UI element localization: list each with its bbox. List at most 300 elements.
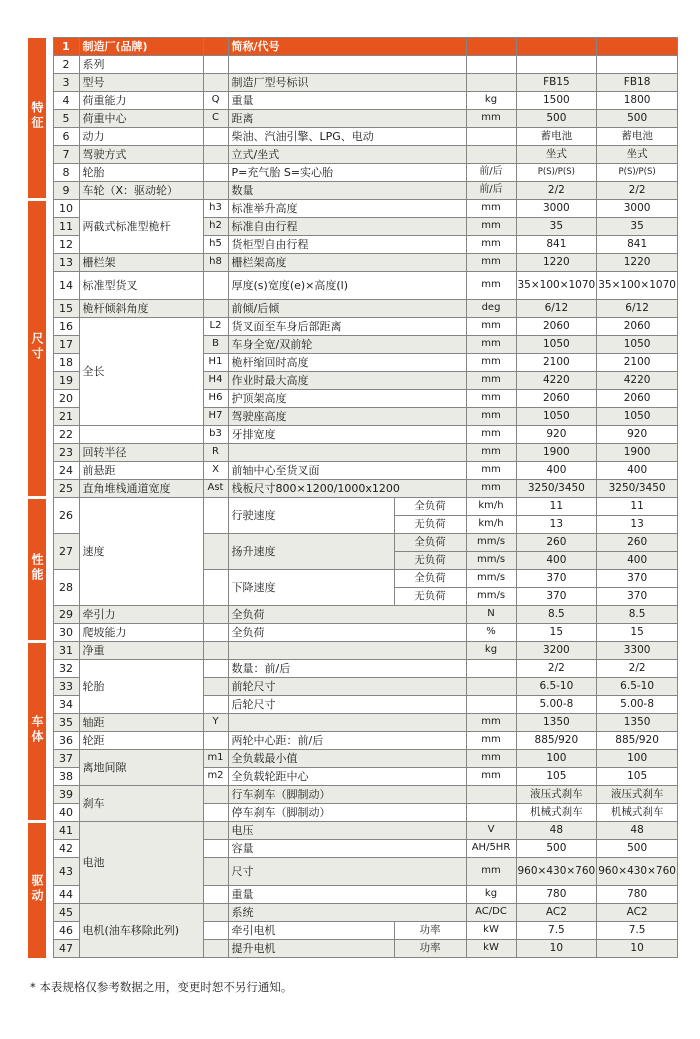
description-cell: 制造厂型号标识 <box>228 74 466 92</box>
row-number-cell: 20 <box>53 390 79 408</box>
description-cell: 前轮尺寸 <box>228 678 466 696</box>
description-cell: 前轴中心至货叉面 <box>228 462 466 480</box>
item-name-cell: 直角堆栈通道宽度 <box>79 480 203 498</box>
value-fb15-cell <box>516 38 597 56</box>
footnote: * 本表规格仅参考数据之用，变更时恕不另行通知。 <box>30 980 293 994</box>
symbol-cell <box>203 624 228 642</box>
value-fb18-cell <box>597 38 678 56</box>
value-fb15-cell <box>516 56 597 74</box>
value-fb15-cell: 2060 <box>516 390 597 408</box>
description-cell: 标准举升高度 <box>228 200 466 218</box>
value-fb18-cell: 780 <box>597 886 678 904</box>
unit-cell: mm <box>466 732 516 750</box>
value-fb18-cell: 6/12 <box>597 300 678 318</box>
row-number-cell: 38 <box>53 768 79 786</box>
row-number-cell: 15 <box>53 300 79 318</box>
symbol-cell: Y <box>203 714 228 732</box>
unit-cell: kW <box>466 940 516 958</box>
value-fb15-cell: 370 <box>516 570 597 588</box>
row-number-cell: 1 <box>53 38 79 56</box>
condition-cell: 全负荷 <box>394 498 466 516</box>
value-fb15-cell: 15 <box>516 624 597 642</box>
row-number-cell: 28 <box>53 570 79 606</box>
item-name-cell: 电池 <box>79 822 203 904</box>
symbol-cell <box>203 272 228 300</box>
row-number-cell: 46 <box>53 922 79 940</box>
unit-cell: mm <box>466 218 516 236</box>
item-name-cell: 刹车 <box>79 786 203 822</box>
value-fb15-cell: 机械式刹车 <box>516 804 597 822</box>
value-fb15-cell: 11 <box>516 498 597 516</box>
row-number-cell: 42 <box>53 840 79 858</box>
symbol-cell <box>203 128 228 146</box>
value-fb15-cell: 400 <box>516 462 597 480</box>
description-cell <box>228 642 466 660</box>
value-fb18-cell: 400 <box>597 552 678 570</box>
value-fb15-cell: 液压式刹车 <box>516 786 597 804</box>
description-cell <box>228 444 466 462</box>
symbol-cell <box>203 678 228 696</box>
symbol-cell: R <box>203 444 228 462</box>
description-cell <box>228 56 466 74</box>
value-fb18-cell: P(S)/P(S) <box>597 164 678 182</box>
group-label <box>28 498 46 642</box>
description-cell: 全负载最小值 <box>228 750 466 768</box>
unit-cell: % <box>466 624 516 642</box>
unit-cell: mm <box>466 462 516 480</box>
symbol-cell: X <box>203 462 228 480</box>
symbol-cell: h8 <box>203 254 228 272</box>
row-number-cell: 14 <box>53 272 79 300</box>
description-cell: 系统 <box>228 904 466 922</box>
value-fb15-cell: AC2 <box>516 904 597 922</box>
description-cell: 货柜型自由行程 <box>228 236 466 254</box>
unit-cell: mm/s <box>466 570 516 588</box>
group-label-text: 特征 <box>30 101 44 132</box>
row-number-cell: 44 <box>53 886 79 904</box>
value-fb15-cell: 885/920 <box>516 732 597 750</box>
row-number-cell: 18 <box>53 354 79 372</box>
item-name-cell: 轮距 <box>79 732 203 750</box>
value-fb15-cell: 5.00-8 <box>516 696 597 714</box>
row-number-cell: 35 <box>53 714 79 732</box>
row-number-cell: 32 <box>53 660 79 678</box>
group-label-text: 驱动 <box>30 873 44 904</box>
value-fb15-cell: 2060 <box>516 318 597 336</box>
item-name-cell: 轮胎 <box>79 164 203 182</box>
description-cell: 作业时最大高度 <box>228 372 466 390</box>
description-cell: 停车刹车（脚制动） <box>228 804 466 822</box>
symbol-cell <box>203 498 228 534</box>
row-number-cell: 8 <box>53 164 79 182</box>
value-fb18-cell: 2/2 <box>597 182 678 200</box>
value-fb18-cell: 2/2 <box>597 660 678 678</box>
symbol-cell <box>203 642 228 660</box>
value-fb18-cell: 15 <box>597 624 678 642</box>
group-label-text: 性能 <box>30 553 44 584</box>
description-cell: 立式/坐式 <box>228 146 466 164</box>
unit-cell: mm <box>466 768 516 786</box>
symbol-cell <box>203 804 228 822</box>
item-name-cell: 回转半径 <box>79 444 203 462</box>
symbol-cell <box>203 786 228 804</box>
value-fb15-cell: 13 <box>516 516 597 534</box>
row-number-cell: 29 <box>53 606 79 624</box>
unit-cell: kg <box>466 642 516 660</box>
group-label <box>28 38 46 200</box>
unit-cell: km/h <box>466 498 516 516</box>
unit-cell: kg <box>466 886 516 904</box>
row-number-cell: 41 <box>53 822 79 840</box>
item-name-cell: 两截式标准型桅杆 <box>79 200 203 254</box>
value-fb15-cell: 3250/3450 <box>516 480 597 498</box>
value-fb18-cell: 液压式刹车 <box>597 786 678 804</box>
unit-cell: N <box>466 606 516 624</box>
unit-cell: 前/后 <box>466 164 516 182</box>
spec-table <box>28 37 678 958</box>
value-fb18-cell: 3300 <box>597 642 678 660</box>
row-number-cell: 26 <box>53 498 79 534</box>
symbol-cell: B <box>203 336 228 354</box>
value-fb15-cell: 1350 <box>516 714 597 732</box>
value-fb15-cell: 2/2 <box>516 182 597 200</box>
row-number-cell: 12 <box>53 236 79 254</box>
group-label <box>28 822 46 958</box>
row-number-cell: 13 <box>53 254 79 272</box>
value-fb18-cell: 1050 <box>597 336 678 354</box>
description-cell: 前倾/后倾 <box>228 300 466 318</box>
symbol-cell <box>203 146 228 164</box>
value-fb15-cell: 坐式 <box>516 146 597 164</box>
value-fb18-cell: 105 <box>597 768 678 786</box>
row-number-cell: 47 <box>53 940 79 958</box>
description-cell: 提升电机 <box>228 940 394 958</box>
unit-cell: mm <box>466 480 516 498</box>
value-fb15-cell: 370 <box>516 588 597 606</box>
value-fb15-cell: 920 <box>516 426 597 444</box>
item-name-cell: 净重 <box>79 642 203 660</box>
symbol-cell <box>203 840 228 858</box>
description-cell: 电压 <box>228 822 466 840</box>
description-cell: 简称/代号 <box>228 38 466 56</box>
item-name-cell: 桅杆倾斜角度 <box>79 300 203 318</box>
value-fb15-cell: 105 <box>516 768 597 786</box>
unit-cell: mm <box>466 354 516 372</box>
value-fb15-cell: 260 <box>516 534 597 552</box>
value-fb15-cell: 500 <box>516 840 597 858</box>
value-fb18-cell: 500 <box>597 110 678 128</box>
value-fb15-cell: 1500 <box>516 92 597 110</box>
value-fb15-cell: 48 <box>516 822 597 840</box>
description-cell: 全负载轮距中心 <box>228 768 466 786</box>
row-number-cell: 24 <box>53 462 79 480</box>
description-cell: 标准自由行程 <box>228 218 466 236</box>
row-number-cell: 3 <box>53 74 79 92</box>
row-number-cell: 37 <box>53 750 79 768</box>
item-name-cell: 前悬距 <box>79 462 203 480</box>
value-fb15-cell: 7.5 <box>516 922 597 940</box>
description-cell: 下降速度 <box>228 570 394 606</box>
unit-cell: mm <box>466 236 516 254</box>
item-name-cell: 爬坡能力 <box>79 624 203 642</box>
unit-cell <box>466 56 516 74</box>
row-number-cell: 7 <box>53 146 79 164</box>
unit-cell <box>466 74 516 92</box>
unit-cell: kg <box>466 92 516 110</box>
value-fb15-cell: 960×430×760 <box>516 858 597 886</box>
value-fb18-cell: 机械式刹车 <box>597 804 678 822</box>
symbol-cell <box>203 570 228 606</box>
item-name-cell: 驾驶方式 <box>79 146 203 164</box>
symbol-cell <box>203 660 228 678</box>
description-cell: 容量 <box>228 840 466 858</box>
description-cell: 栅栏架高度 <box>228 254 466 272</box>
group-label <box>28 200 46 498</box>
symbol-cell <box>203 300 228 318</box>
unit-cell <box>466 786 516 804</box>
unit-cell <box>466 660 516 678</box>
item-name-cell: 动力 <box>79 128 203 146</box>
unit-cell: kW <box>466 922 516 940</box>
condition-cell: 功率 <box>394 922 466 940</box>
value-fb15-cell: 780 <box>516 886 597 904</box>
value-fb15-cell: 400 <box>516 552 597 570</box>
description-cell: 牙排宽度 <box>228 426 466 444</box>
value-fb15-cell: 1220 <box>516 254 597 272</box>
row-number-cell: 33 <box>53 678 79 696</box>
row-number-cell: 5 <box>53 110 79 128</box>
unit-cell: km/h <box>466 516 516 534</box>
description-cell: 车身全宽/双前轮 <box>228 336 466 354</box>
symbol-cell <box>203 606 228 624</box>
value-fb18-cell: 1220 <box>597 254 678 272</box>
unit-cell: mm <box>466 714 516 732</box>
value-fb15-cell: 500 <box>516 110 597 128</box>
unit-cell: mm <box>466 336 516 354</box>
unit-cell <box>466 678 516 696</box>
condition-cell: 全负荷 <box>394 570 466 588</box>
value-fb18-cell: FB18 <box>597 74 678 92</box>
value-fb18-cell: 100 <box>597 750 678 768</box>
value-fb18-cell: 920 <box>597 426 678 444</box>
value-fb18-cell: 370 <box>597 570 678 588</box>
value-fb18-cell: 4220 <box>597 372 678 390</box>
value-fb15-cell: 2/2 <box>516 660 597 678</box>
value-fb18-cell: 1800 <box>597 92 678 110</box>
row-number-cell: 4 <box>53 92 79 110</box>
group-label-text: 尺寸 <box>30 332 44 363</box>
unit-cell <box>466 696 516 714</box>
description-cell: P=充气胎 S=实心胎 <box>228 164 466 182</box>
row-number-cell: 31 <box>53 642 79 660</box>
value-fb18-cell: 370 <box>597 588 678 606</box>
unit-cell: mm <box>466 750 516 768</box>
value-fb15-cell: 4220 <box>516 372 597 390</box>
unit-cell: mm <box>466 110 516 128</box>
description-cell: 重量 <box>228 92 466 110</box>
symbol-cell: m1 <box>203 750 228 768</box>
unit-cell: mm <box>466 408 516 426</box>
group-label-text: 车体 <box>30 715 44 746</box>
description-cell: 驾驶座高度 <box>228 408 466 426</box>
description-cell: 后轮尺寸 <box>228 696 466 714</box>
value-fb18-cell: 13 <box>597 516 678 534</box>
value-fb15-cell: 100 <box>516 750 597 768</box>
value-fb18-cell: 6.5-10 <box>597 678 678 696</box>
item-name-cell: 电机(油车移除此列) <box>79 904 203 958</box>
symbol-cell <box>203 922 228 940</box>
row-number-cell: 22 <box>53 426 79 444</box>
description-cell <box>228 714 466 732</box>
unit-cell: AC/DC <box>466 904 516 922</box>
unit-cell: mm <box>466 372 516 390</box>
symbol-cell <box>203 182 228 200</box>
value-fb18-cell: AC2 <box>597 904 678 922</box>
value-fb15-cell: 6/12 <box>516 300 597 318</box>
description-cell: 数量：前/后 <box>228 660 466 678</box>
symbol-cell: H1 <box>203 354 228 372</box>
condition-cell: 无负荷 <box>394 516 466 534</box>
value-fb15-cell: 1900 <box>516 444 597 462</box>
symbol-cell <box>203 858 228 886</box>
item-name-cell <box>79 426 203 444</box>
symbol-cell: H6 <box>203 390 228 408</box>
description-cell: 厚度(s)宽度(e)×高度(l) <box>228 272 466 300</box>
symbol-cell <box>203 732 228 750</box>
item-name-cell: 栅栏架 <box>79 254 203 272</box>
item-name-cell: 荷重中心 <box>79 110 203 128</box>
row-number-cell: 19 <box>53 372 79 390</box>
value-fb18-cell: 885/920 <box>597 732 678 750</box>
item-name-cell: 速度 <box>79 498 203 606</box>
value-fb15-cell: 1050 <box>516 336 597 354</box>
value-fb15-cell: 8.5 <box>516 606 597 624</box>
value-fb18-cell: 35×100×1070 <box>597 272 678 300</box>
description-cell: 尺寸 <box>228 858 466 886</box>
value-fb15-cell: 10 <box>516 940 597 958</box>
symbol-cell: h5 <box>203 236 228 254</box>
description-cell: 牵引电机 <box>228 922 394 940</box>
row-number-cell: 6 <box>53 128 79 146</box>
symbol-cell: H4 <box>203 372 228 390</box>
value-fb18-cell: 35 <box>597 218 678 236</box>
description-cell: 距离 <box>228 110 466 128</box>
value-fb18-cell: 2060 <box>597 318 678 336</box>
unit-cell: mm <box>466 858 516 886</box>
row-number-cell: 45 <box>53 904 79 922</box>
description-cell: 桅杆缩回时高度 <box>228 354 466 372</box>
unit-cell: mm <box>466 444 516 462</box>
row-number-cell: 40 <box>53 804 79 822</box>
value-fb18-cell: 960×430×760 <box>597 858 678 886</box>
unit-cell <box>466 38 516 56</box>
item-name-cell: 轮胎 <box>79 660 203 714</box>
value-fb18-cell: 8.5 <box>597 606 678 624</box>
condition-cell: 无负荷 <box>394 588 466 606</box>
item-name-cell: 离地间隙 <box>79 750 203 786</box>
value-fb18-cell: 3250/3450 <box>597 480 678 498</box>
symbol-cell <box>203 822 228 840</box>
row-number-cell: 30 <box>53 624 79 642</box>
value-fb18-cell: 坐式 <box>597 146 678 164</box>
symbol-cell: b3 <box>203 426 228 444</box>
unit-cell: mm <box>466 318 516 336</box>
symbol-cell: Q <box>203 92 228 110</box>
description-cell: 数量 <box>228 182 466 200</box>
value-fb18-cell: 5.00-8 <box>597 696 678 714</box>
row-number-cell: 27 <box>53 534 79 570</box>
symbol-cell <box>203 940 228 958</box>
symbol-cell <box>203 164 228 182</box>
left-bar-spacer <box>46 38 53 958</box>
item-name-cell: 制造厂(品牌) <box>79 38 203 56</box>
symbol-cell: L2 <box>203 318 228 336</box>
description-cell: 行车刹车（脚制动） <box>228 786 466 804</box>
item-name-cell: 系列 <box>79 56 203 74</box>
unit-cell: 前/后 <box>466 182 516 200</box>
value-fb18-cell: 400 <box>597 462 678 480</box>
row-number-cell: 2 <box>53 56 79 74</box>
description-cell: 全负荷 <box>228 624 466 642</box>
item-name-cell: 全长 <box>79 318 203 426</box>
unit-cell: mm <box>466 426 516 444</box>
unit-cell: V <box>466 822 516 840</box>
value-fb18-cell: 500 <box>597 840 678 858</box>
unit-cell <box>466 146 516 164</box>
unit-cell: mm/s <box>466 588 516 606</box>
value-fb18-cell: 2100 <box>597 354 678 372</box>
symbol-cell <box>203 56 228 74</box>
symbol-cell: m2 <box>203 768 228 786</box>
value-fb18-cell: 260 <box>597 534 678 552</box>
description-cell: 柴油、汽油引擎、LPG、电动 <box>228 128 466 146</box>
item-name-cell: 标准型货叉 <box>79 272 203 300</box>
description-cell: 护顶架高度 <box>228 390 466 408</box>
symbol-cell <box>203 696 228 714</box>
symbol-cell <box>203 886 228 904</box>
value-fb18-cell: 841 <box>597 236 678 254</box>
symbol-cell <box>203 38 228 56</box>
row-number-cell: 25 <box>53 480 79 498</box>
group-label <box>28 642 46 822</box>
row-number-cell: 34 <box>53 696 79 714</box>
symbol-cell: H7 <box>203 408 228 426</box>
symbol-cell: Ast <box>203 480 228 498</box>
value-fb15-cell: 35 <box>516 218 597 236</box>
unit-cell: AH/5HR <box>466 840 516 858</box>
symbol-cell <box>203 74 228 92</box>
row-number-cell: 16 <box>53 318 79 336</box>
row-number-cell: 36 <box>53 732 79 750</box>
condition-cell: 无负荷 <box>394 552 466 570</box>
value-fb15-cell: 6.5-10 <box>516 678 597 696</box>
value-fb15-cell: 3200 <box>516 642 597 660</box>
value-fb15-cell: 蓄电池 <box>516 128 597 146</box>
description-cell: 扬升速度 <box>228 534 394 570</box>
item-name-cell: 荷重能力 <box>79 92 203 110</box>
item-name-cell: 型号 <box>79 74 203 92</box>
value-fb18-cell: 1900 <box>597 444 678 462</box>
unit-cell <box>466 128 516 146</box>
description-cell: 全负荷 <box>228 606 466 624</box>
value-fb18-cell: 10 <box>597 940 678 958</box>
row-number-cell: 43 <box>53 858 79 886</box>
row-number-cell: 11 <box>53 218 79 236</box>
unit-cell: mm <box>466 390 516 408</box>
description-cell: 两轮中心距：前/后 <box>228 732 466 750</box>
value-fb15-cell: 3000 <box>516 200 597 218</box>
unit-cell: deg <box>466 300 516 318</box>
